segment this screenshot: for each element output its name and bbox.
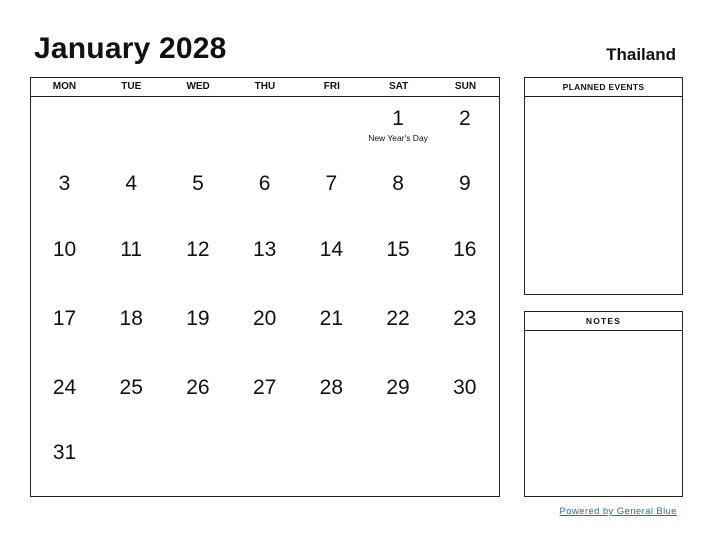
day-cell <box>98 299 165 365</box>
day-cell <box>231 164 298 230</box>
day-number: 5 <box>192 172 204 195</box>
day-cell <box>365 164 432 230</box>
day-number: 23 <box>453 307 477 330</box>
day-cell <box>164 299 231 365</box>
day-cell <box>31 368 98 434</box>
day-number: 1 <box>392 107 404 130</box>
weekday-wed: WED <box>186 81 210 92</box>
powered-by-link[interactable]: Powered by General Blue <box>559 506 677 517</box>
weekday-sun: SUN <box>454 81 477 92</box>
day-number: 3 <box>58 172 71 195</box>
day-cell <box>431 99 498 165</box>
day-cell <box>431 299 498 365</box>
day-number: 29 <box>386 376 410 399</box>
day-cell <box>98 164 165 230</box>
day-cell <box>431 368 498 434</box>
calendar-grid <box>30 77 500 497</box>
day-number: 2 <box>458 107 471 130</box>
day-number: 4 <box>125 172 138 195</box>
day-number: 13 <box>252 238 277 261</box>
day-number: 8 <box>392 172 404 195</box>
day-cell <box>365 299 432 365</box>
day-cell <box>164 368 231 434</box>
day-cell <box>31 433 98 499</box>
day-cell <box>98 368 165 434</box>
day-number: 25 <box>119 376 143 399</box>
day-cell <box>365 368 432 434</box>
day-number: 31 <box>52 441 77 464</box>
day-number: 28 <box>319 376 344 399</box>
day-number: 26 <box>186 376 210 399</box>
day-cell <box>164 230 231 296</box>
weekday-tue: TUE <box>121 81 142 92</box>
day-number: 15 <box>386 238 410 261</box>
day-cell <box>31 299 98 365</box>
day-cell <box>298 368 365 434</box>
day-number: 30 <box>453 376 477 399</box>
country-label: Thailand <box>606 45 676 64</box>
day-cell <box>298 230 365 296</box>
day-number: 6 <box>258 172 271 195</box>
day-number: 14 <box>319 238 344 261</box>
day-number: 9 <box>458 172 471 195</box>
day-cell <box>164 164 231 230</box>
day-cell <box>31 164 98 230</box>
day-number: 11 <box>120 238 143 261</box>
day-number: 19 <box>186 307 210 330</box>
day-cell <box>298 164 365 230</box>
day-cell <box>231 299 298 365</box>
day-number: 10 <box>52 238 77 261</box>
day-number: 24 <box>52 376 77 399</box>
day-cell <box>431 164 498 230</box>
holiday-label: New Year's Day <box>368 133 428 143</box>
page-title: January 2028 <box>34 32 227 65</box>
weekday-mon: MON <box>52 81 77 92</box>
weekday-sat: SAT <box>389 81 409 92</box>
day-number: 20 <box>252 307 277 330</box>
day-number: 21 <box>319 307 344 330</box>
day-number: 17 <box>52 307 77 330</box>
day-number: 16 <box>453 238 477 261</box>
weekday-thu: THU <box>254 81 276 92</box>
day-number: 7 <box>325 172 338 195</box>
day-cell <box>98 230 165 296</box>
day-number: 12 <box>186 238 210 261</box>
day-cell <box>298 299 365 365</box>
day-cell <box>431 230 498 296</box>
day-number: 18 <box>119 307 143 330</box>
day-cell <box>231 230 298 296</box>
day-cell <box>231 368 298 434</box>
notes-panel <box>524 311 683 497</box>
day-number: 22 <box>386 307 410 330</box>
day-number: 27 <box>252 376 277 399</box>
day-cell <box>365 99 432 165</box>
day-cell <box>31 230 98 296</box>
weekday-fri: FRI <box>323 81 340 92</box>
planned-events-panel <box>524 77 683 295</box>
day-cell <box>365 230 432 296</box>
weekday-header-row <box>31 78 499 97</box>
planned-events-title: PLANNED EVENTS <box>525 78 682 97</box>
notes-title: NOTES <box>525 312 682 331</box>
